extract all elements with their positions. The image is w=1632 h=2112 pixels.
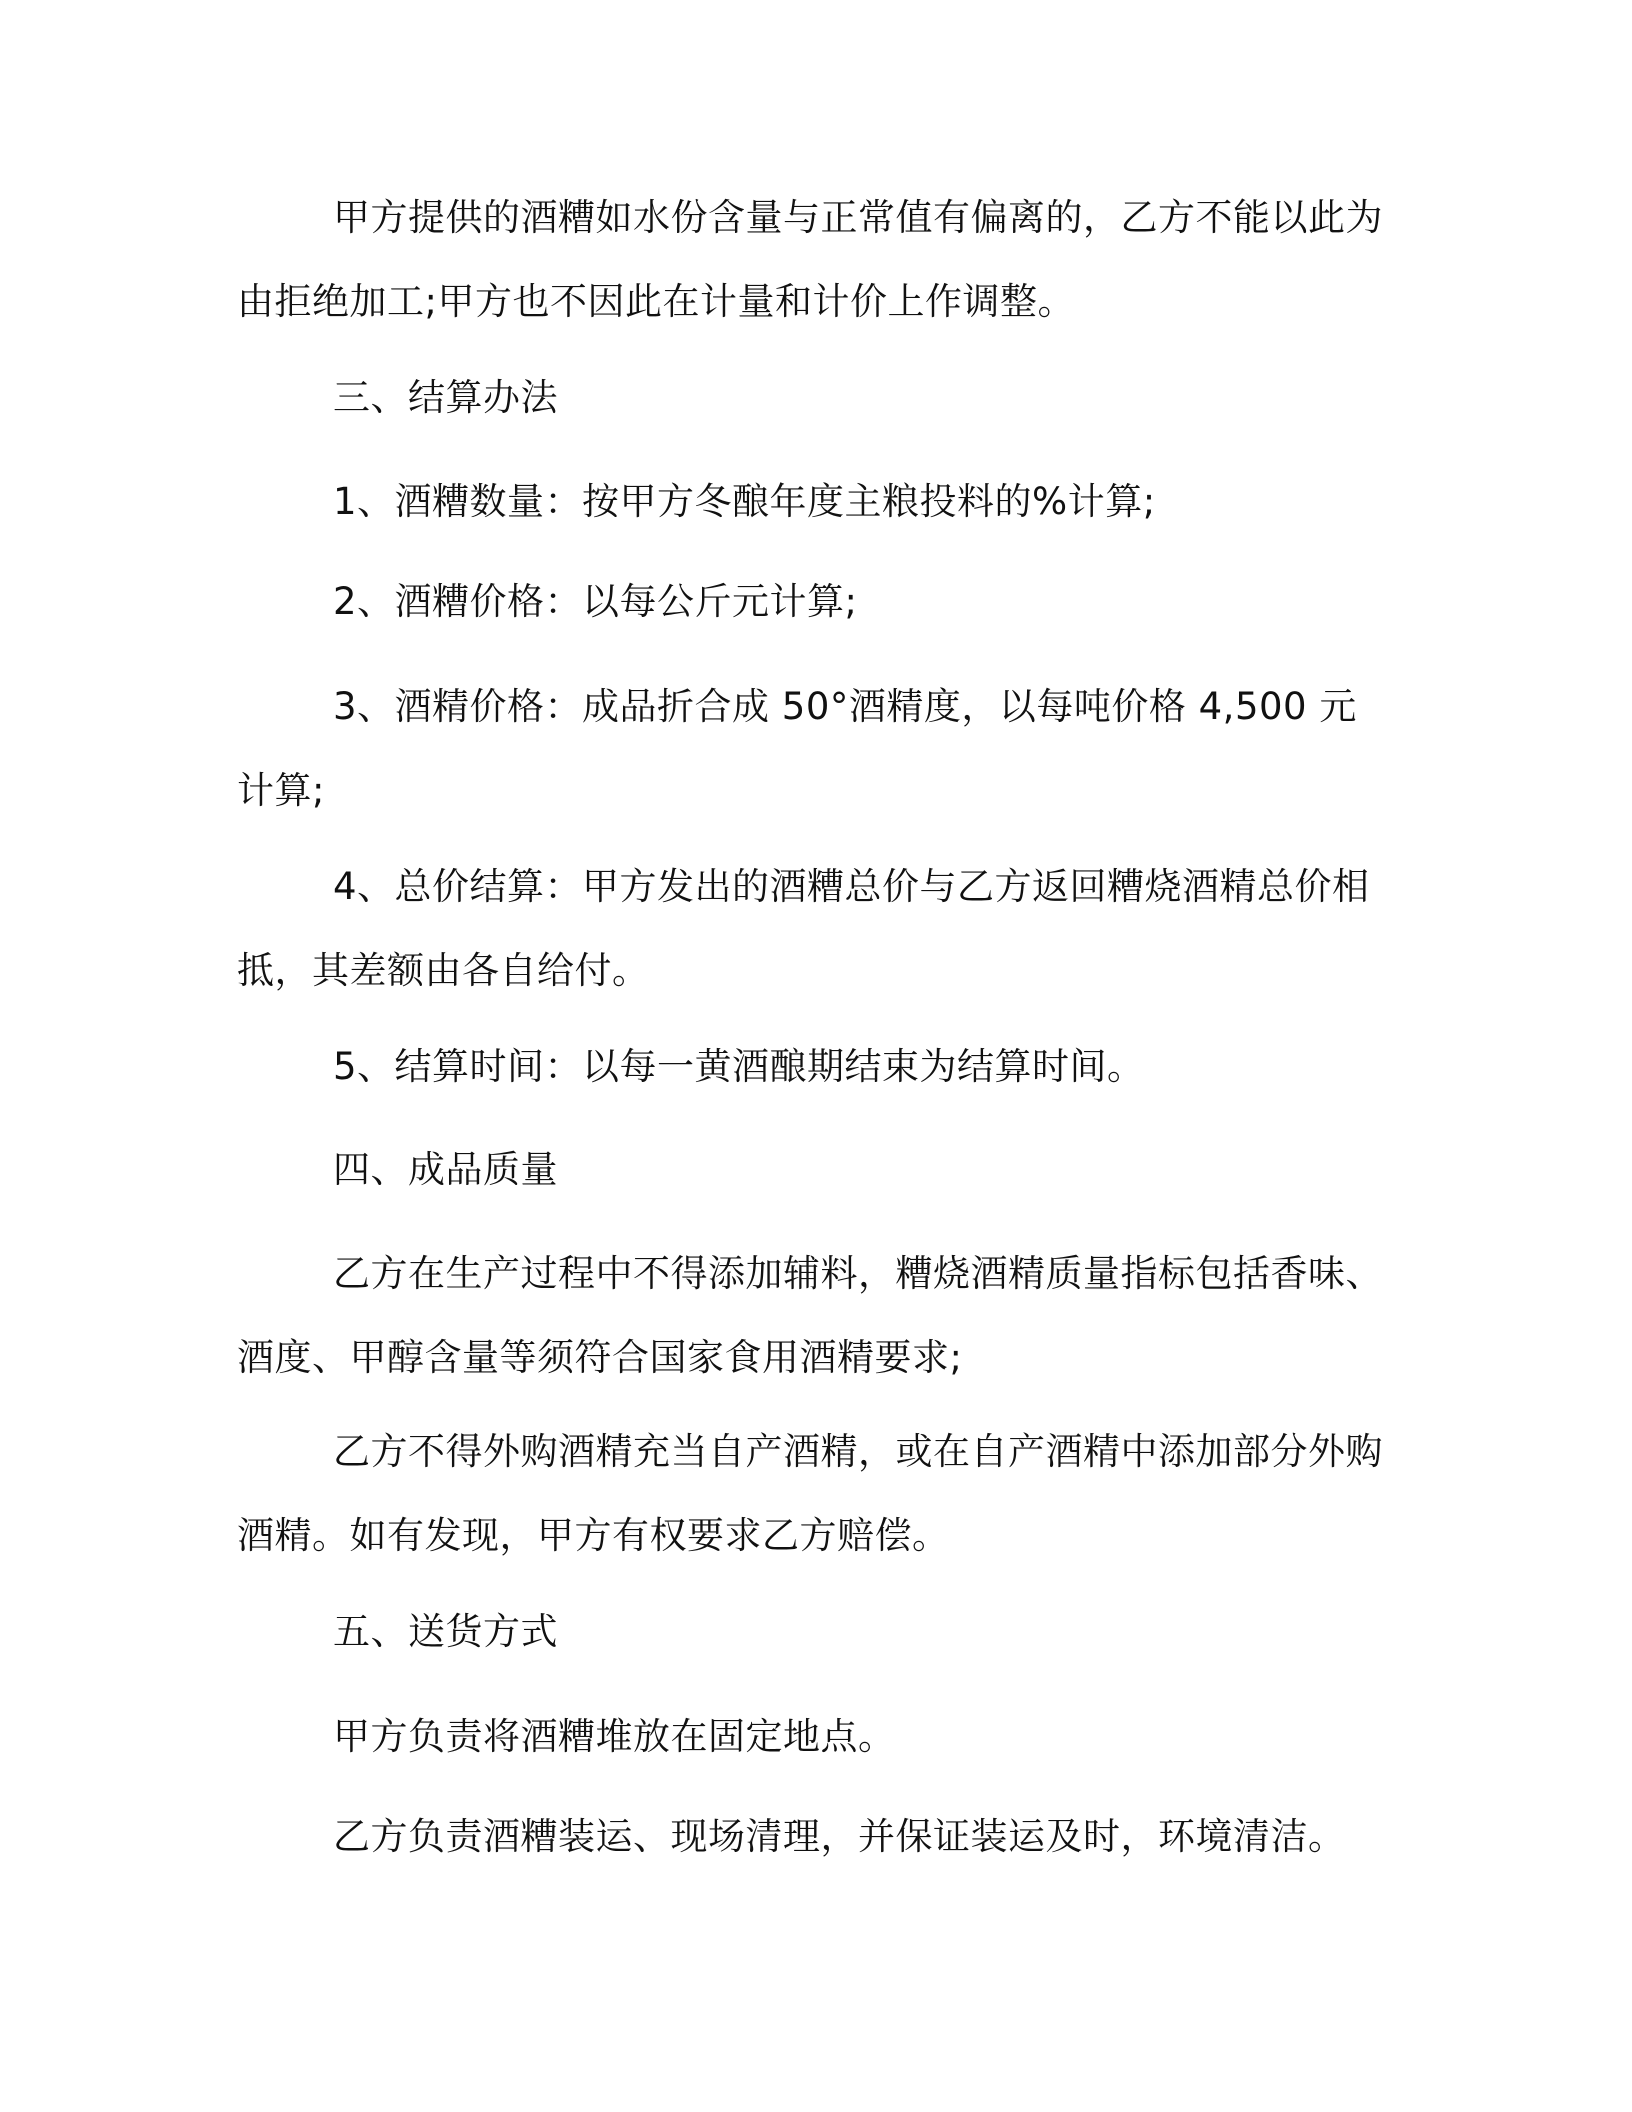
clause-total-settlement: 4、总价结算：甲方发出的酒糟总价与乙方返回糟烧酒精总价相抵，其差额由各自给付。 (237, 865, 1370, 992)
paragraph-moisture: 甲方提供的酒糟如水份含量与正常值有偏离的，乙方不能以此为由拒绝加工;甲方也不因此在计量和计价上作调整。 (237, 196, 1383, 323)
paragraph-loading: 乙方负责酒糟装运、现场清理，并保证装运及时，环境清洁。 (333, 1815, 1346, 1858)
clause-settlement-time: 5、结算时间：以每一黄酒酿期结束为结算时间。 (333, 1045, 1145, 1088)
paragraph-stacking: 甲方负责将酒糟堆放在固定地点。 (333, 1715, 896, 1758)
section-heading-quality: 四、成品质量 (333, 1148, 558, 1191)
clause-quantity: 1、酒糟数量：按甲方冬酿年度主粮投料的%计算; (333, 480, 1156, 523)
clause-alcohol-price: 3、酒精价格：成品折合成 50°酒精度，以每吨价格 4,500 元计算; (237, 685, 1357, 812)
section-heading-delivery: 五、送货方式 (333, 1610, 558, 1653)
section-heading-settlement: 三、结算办法 (333, 376, 558, 419)
paragraph-purchase: 乙方不得外购酒精充当自产酒精，或在自产酒精中添加部分外购酒精。如有发现，甲方有权要求乙方赔偿。 (237, 1430, 1383, 1557)
paragraph-production: 乙方在生产过程中不得添加辅料，糟烧酒精质量指标包括香味、酒度、甲醇含量等须符合国家食用酒精要求; (237, 1252, 1383, 1379)
clause-lees-price: 2、酒糟价格：以每公斤元计算; (333, 580, 858, 623)
